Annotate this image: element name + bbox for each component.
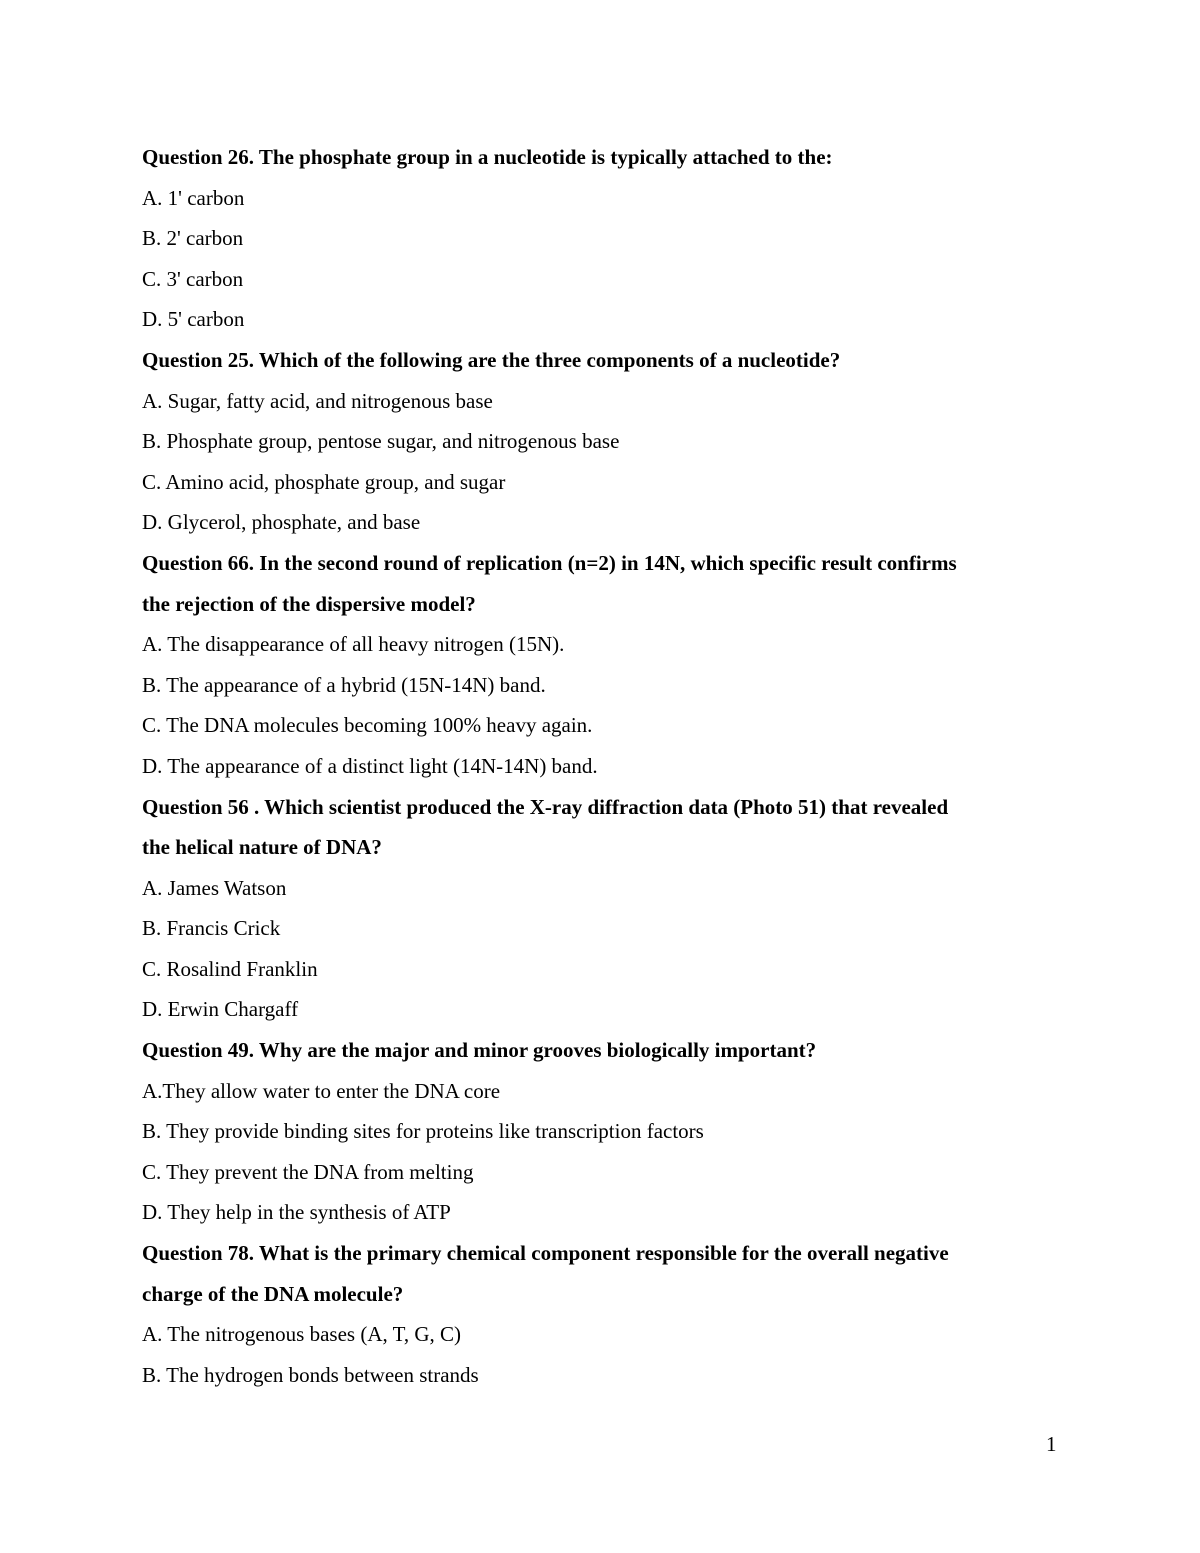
question-text: Question 66. In the second round of replication (n=2) in 14N, which specific result confirms	[142, 550, 957, 575]
question-25	[142, 340, 1072, 543]
page-number: 1	[1046, 1432, 1057, 1456]
question-text: Question 26. The phosphate group in a nucleotide is typically attached to the:	[142, 145, 833, 169]
question-text-continued: charge of the DNA molecule?	[142, 1281, 404, 1306]
question-list	[142, 137, 1072, 1395]
question-78	[142, 1233, 1072, 1395]
option-b: B. Francis Crick	[142, 916, 281, 941]
option-d: D. Glycerol, phosphate, and base	[142, 510, 421, 535]
option-b: B. Phosphate group, pentose sugar, and nitrogenous base	[142, 429, 620, 454]
option-b: B. The hydrogen bonds between strands	[142, 1362, 479, 1387]
option-c: C. Rosalind Franklin	[142, 956, 318, 981]
question-66	[142, 543, 1072, 787]
option-c: C. Amino acid, phosphate group, and sugar	[142, 469, 506, 494]
question-49	[142, 1030, 1072, 1233]
option-c: C. They prevent the DNA from melting	[142, 1159, 474, 1184]
question-text-continued: the rejection of the dispersive model?	[142, 591, 476, 616]
option-d: D. 5' carbon	[142, 307, 245, 332]
option-a: A. James Watson	[142, 875, 287, 900]
option-b: B. The appearance of a hybrid (15N-14N) band.	[142, 672, 546, 697]
question-56	[142, 787, 1072, 1031]
option-a: A. Sugar, fatty acid, and nitrogenous base	[142, 388, 493, 413]
question-text: Question 78. What is the primary chemical component responsible for the overall negative	[142, 1241, 949, 1266]
option-d: D. The appearance of a distinct light (14N-14N) band.	[142, 753, 598, 778]
question-text: Question 56 . Which scientist produced the X-ray diffraction data (Photo 51) that revealed	[142, 794, 949, 819]
option-a: A. The disappearance of all heavy nitrogen (15N).	[142, 632, 565, 657]
option-a: A. 1' carbon	[142, 185, 245, 210]
option-d: D. Erwin Chargaff	[142, 997, 299, 1022]
option-b: B. They provide binding sites for proteins like transcription factors	[142, 1119, 704, 1144]
option-d: D. They help in the synthesis of ATP	[142, 1200, 451, 1225]
option-b: B. 2' carbon	[142, 226, 244, 251]
question-text: Question 25. Which of the following are the three components of a nucleotide?	[142, 347, 841, 372]
option-a: A.They allow water to enter the DNA core	[142, 1078, 501, 1103]
question-26	[142, 137, 1072, 340]
option-c: C. The DNA molecules becoming 100% heavy again.	[142, 713, 593, 738]
option-a: A. The nitrogenous bases (A, T, G, C)	[142, 1322, 462, 1347]
question-text-continued: the helical nature of DNA?	[142, 835, 382, 860]
question-text: Question 49. Why are the major and minor grooves biologically important?	[142, 1038, 817, 1063]
option-c: C. 3' carbon	[142, 266, 244, 291]
